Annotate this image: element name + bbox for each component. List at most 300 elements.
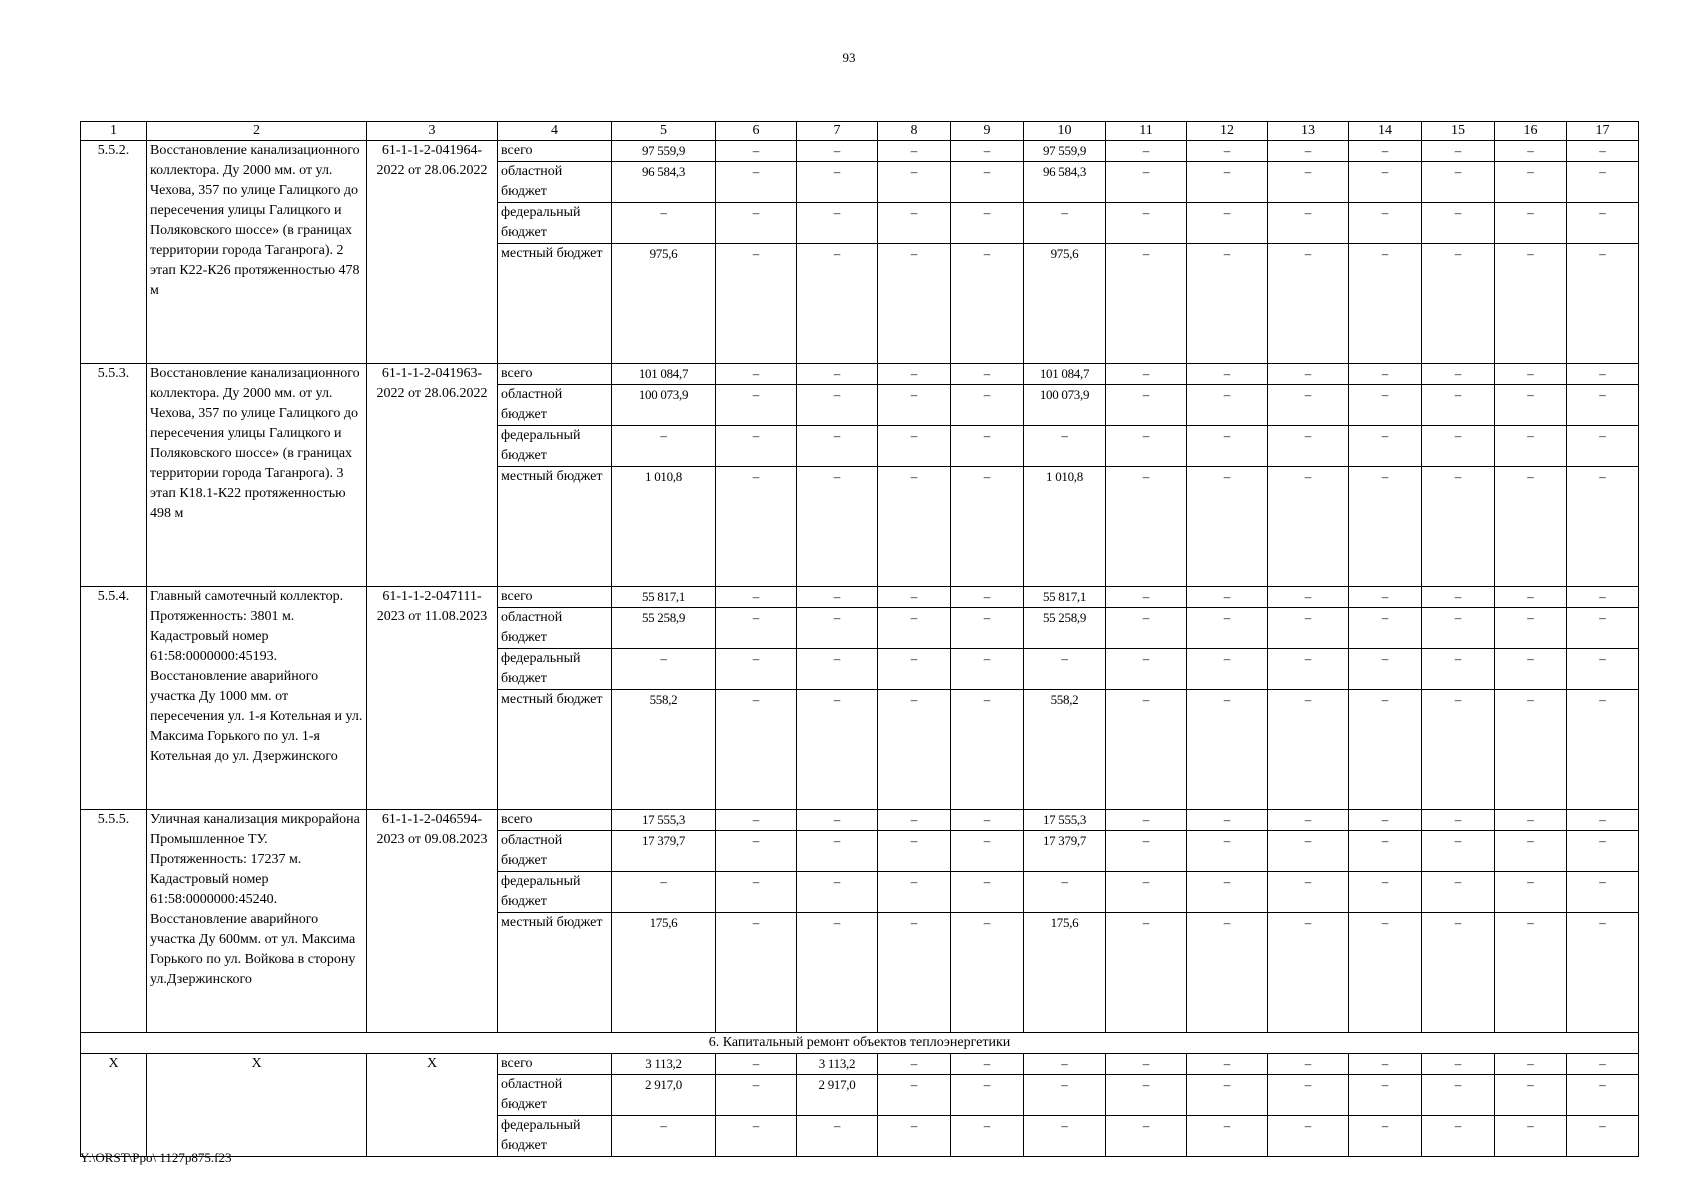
table-body [81,122,1639,1157]
value-col-6: – [716,913,797,1033]
funding-source-label: областной бюджет [498,1075,612,1116]
value-col-14: – [1349,831,1422,872]
value-col-7: – [797,244,878,364]
column-header-8: 8 [878,122,951,141]
value-col-15: – [1422,162,1495,203]
value-col-15: – [1422,426,1495,467]
value-col-11: – [1106,608,1187,649]
value-col-17: – [1567,141,1639,162]
value-col-8: – [878,467,951,587]
column-header-12: 12 [1187,122,1268,141]
value-col-9: – [951,467,1024,587]
column-header-2: 2 [147,122,367,141]
value-col-6: – [716,810,797,831]
value-col-14: – [1349,203,1422,244]
value-col-6: – [716,141,797,162]
value-col-12: – [1187,872,1268,913]
value-col-6: – [716,244,797,364]
value-col-7: – [797,385,878,426]
value-col-17: – [1567,872,1639,913]
column-header-10: 10 [1024,122,1106,141]
funding-source-label: местный бюджет [498,244,612,364]
value-col-6: – [716,1116,797,1157]
value-col-5: 17 379,7 [612,831,716,872]
value-col-16: – [1495,141,1567,162]
value-col-8: – [878,203,951,244]
item-document: 61-1-1-2-041964-2022 от 28.06.2022 [367,141,498,364]
value-col-12: – [1187,810,1268,831]
value-col-17: – [1567,244,1639,364]
value-col-14: – [1349,872,1422,913]
column-header-14: 14 [1349,122,1422,141]
value-col-12: – [1187,203,1268,244]
column-number-row [81,122,1639,141]
value-col-6: – [716,690,797,810]
value-col-8: – [878,1054,951,1075]
value-col-8: – [878,385,951,426]
value-col-16: – [1495,1075,1567,1116]
value-col-15: – [1422,385,1495,426]
value-col-13: – [1268,162,1349,203]
value-col-7: – [797,810,878,831]
table-row [81,810,1639,831]
column-header-6: 6 [716,122,797,141]
value-col-5: – [612,426,716,467]
table-row [81,141,1639,162]
item-description: Уличная канализация микрорайона Промышленное ТУ. Протяженность: 17237 м. Кадастровый номер 61:58:0000000:45240. Восстановление аварийного участка Ду 600мм. от ул. Максима Горького по ул. Войкова в сторону ул.Дзержинского [147,810,367,1033]
value-col-17: – [1567,467,1639,587]
value-col-10: – [1024,1054,1106,1075]
value-col-5: – [612,203,716,244]
value-col-5: 101 084,7 [612,364,716,385]
value-col-8: – [878,587,951,608]
value-col-17: – [1567,649,1639,690]
value-col-8: – [878,608,951,649]
value-col-6: – [716,608,797,649]
value-col-15: – [1422,1054,1495,1075]
value-col-11: – [1106,831,1187,872]
value-col-16: – [1495,608,1567,649]
value-col-12: – [1187,426,1268,467]
value-col-10: – [1024,203,1106,244]
value-col-14: – [1349,913,1422,1033]
value-col-8: – [878,244,951,364]
value-col-7: – [797,162,878,203]
value-col-10: 17 555,3 [1024,810,1106,831]
item-document: 61-1-1-2-041963-2022 от 28.06.2022 [367,364,498,587]
value-col-8: – [878,649,951,690]
value-col-13: – [1268,203,1349,244]
section-heading-row [81,1033,1639,1054]
funding-source-label: федеральный бюджет [498,649,612,690]
table-row [81,1054,1639,1075]
item-number: 5.5.2. [81,141,147,364]
value-col-13: – [1268,1054,1349,1075]
value-col-5: 558,2 [612,690,716,810]
value-col-17: – [1567,203,1639,244]
item-description: Главный самотечный коллектор. Протяженность: 3801 м. Кадастровый номер 61:58:0000000:45193. Восстановление аварийного участка Ду 1000 мм. от пересечения ул. 1-я Котельная и ул. Максима Горького по ул. 1-я Котельная до ул. Дзержинского [147,587,367,810]
funding-source-label: всего [498,1054,612,1075]
column-header-16: 16 [1495,122,1567,141]
value-col-13: – [1268,810,1349,831]
value-col-10: 175,6 [1024,913,1106,1033]
value-col-9: – [951,364,1024,385]
value-col-17: – [1567,162,1639,203]
section6-col1: X [81,1054,147,1157]
value-col-17: – [1567,831,1639,872]
column-header-1: 1 [81,122,147,141]
item-description: Восстановление канализационного коллектора. Ду 2000 мм. от ул. Чехова, 357 по улице Галицкого до пересечения улицы Галицкого и Поляковского шоссе» (в границах территории города Таганрога). 3 этап К18.1-К22 протяженностью 498 м [147,364,367,587]
value-col-14: – [1349,810,1422,831]
value-col-11: – [1106,1116,1187,1157]
value-col-14: – [1349,587,1422,608]
value-col-10: 96 584,3 [1024,162,1106,203]
value-col-9: – [951,690,1024,810]
value-col-11: – [1106,364,1187,385]
value-col-16: – [1495,203,1567,244]
value-col-7: – [797,364,878,385]
value-col-12: – [1187,1116,1268,1157]
value-col-14: – [1349,608,1422,649]
value-col-17: – [1567,364,1639,385]
value-col-7: 3 113,2 [797,1054,878,1075]
value-col-6: – [716,587,797,608]
item-number: 5.5.5. [81,810,147,1033]
value-col-11: – [1106,1054,1187,1075]
value-col-10: 558,2 [1024,690,1106,810]
value-col-6: – [716,831,797,872]
value-col-16: – [1495,690,1567,810]
value-col-17: – [1567,913,1639,1033]
value-col-9: – [951,1116,1024,1157]
value-col-9: – [951,587,1024,608]
value-col-7: – [797,467,878,587]
value-col-9: – [951,141,1024,162]
value-col-17: – [1567,690,1639,810]
value-col-7: – [797,203,878,244]
value-col-15: – [1422,608,1495,649]
value-col-6: – [716,872,797,913]
value-col-8: – [878,426,951,467]
value-col-6: – [716,467,797,587]
value-col-10: 55 817,1 [1024,587,1106,608]
value-col-14: – [1349,467,1422,587]
funding-source-label: местный бюджет [498,690,612,810]
value-col-9: – [951,162,1024,203]
value-col-7: – [797,872,878,913]
value-col-6: – [716,649,797,690]
value-col-15: – [1422,872,1495,913]
value-col-16: – [1495,649,1567,690]
value-col-15: – [1422,467,1495,587]
value-col-8: – [878,1075,951,1116]
value-col-5: 3 113,2 [612,1054,716,1075]
value-col-17: – [1567,426,1639,467]
budget-table [80,121,1639,1157]
value-col-16: – [1495,872,1567,913]
funding-source-label: федеральный бюджет [498,426,612,467]
value-col-10: – [1024,1075,1106,1116]
column-header-5: 5 [612,122,716,141]
value-col-12: – [1187,1075,1268,1116]
value-col-15: – [1422,649,1495,690]
funding-source-label: федеральный бюджет [498,203,612,244]
value-col-6: – [716,1075,797,1116]
value-col-16: – [1495,587,1567,608]
value-col-13: – [1268,385,1349,426]
value-col-12: – [1187,467,1268,587]
value-col-5: – [612,649,716,690]
value-col-15: – [1422,831,1495,872]
item-document: 61-1-1-2-047111-2023 от 11.08.2023 [367,587,498,810]
column-header-15: 15 [1422,122,1495,141]
value-col-6: – [716,1054,797,1075]
value-col-13: – [1268,426,1349,467]
value-col-5: 175,6 [612,913,716,1033]
funding-source-label: всего [498,810,612,831]
value-col-6: – [716,203,797,244]
item-document: 61-1-1-2-046594-2023 от 09.08.2023 [367,810,498,1033]
table-row [81,587,1639,608]
value-col-12: – [1187,913,1268,1033]
value-col-8: – [878,141,951,162]
value-col-13: – [1268,1075,1349,1116]
value-col-12: – [1187,608,1268,649]
funding-source-label: федеральный бюджет [498,1116,612,1157]
column-header-17: 17 [1567,122,1639,141]
funding-source-label: областной бюджет [498,385,612,426]
value-col-14: – [1349,1054,1422,1075]
value-col-7: – [797,649,878,690]
value-col-7: – [797,913,878,1033]
value-col-10: 100 073,9 [1024,385,1106,426]
value-col-8: – [878,162,951,203]
value-col-5: 96 584,3 [612,162,716,203]
value-col-16: – [1495,1116,1567,1157]
value-col-5: 17 555,3 [612,810,716,831]
value-col-12: – [1187,244,1268,364]
value-col-5: 100 073,9 [612,385,716,426]
value-col-16: – [1495,810,1567,831]
column-header-3: 3 [367,122,498,141]
value-col-9: – [951,1054,1024,1075]
value-col-6: – [716,364,797,385]
value-col-11: – [1106,587,1187,608]
value-col-15: – [1422,913,1495,1033]
value-col-16: – [1495,364,1567,385]
value-col-11: – [1106,872,1187,913]
value-col-13: – [1268,587,1349,608]
column-header-7: 7 [797,122,878,141]
value-col-7: 2 917,0 [797,1075,878,1116]
value-col-11: – [1106,162,1187,203]
item-number: 5.5.4. [81,587,147,810]
funding-source-label: всего [498,141,612,162]
value-col-7: – [797,831,878,872]
value-col-15: – [1422,364,1495,385]
value-col-16: – [1495,426,1567,467]
value-col-10: 1 010,8 [1024,467,1106,587]
value-col-9: – [951,831,1024,872]
footer-file-path: Y:\ORST\Ppo\ 1127p875.f23 [80,1150,232,1165]
value-col-11: – [1106,467,1187,587]
item-description: Восстановление канализационного коллектора. Ду 2000 мм. от ул. Чехова, 357 по улице Галицкого до пересечения улицы Галицкого и Поляковского шоссе» (в границах территории города Таганрога). 2 этап К22-К26 протяженностью 478 м [147,141,367,364]
value-col-13: – [1268,141,1349,162]
value-col-10: 17 379,7 [1024,831,1106,872]
funding-source-label: федеральный бюджет [498,872,612,913]
value-col-14: – [1349,426,1422,467]
value-col-7: – [797,690,878,810]
value-col-8: – [878,690,951,810]
value-col-9: – [951,1075,1024,1116]
value-col-16: – [1495,244,1567,364]
funding-source-label: всего [498,587,612,608]
table-row [81,364,1639,385]
value-col-11: – [1106,385,1187,426]
value-col-16: – [1495,1054,1567,1075]
value-col-10: – [1024,1116,1106,1157]
value-col-10: 101 084,7 [1024,364,1106,385]
value-col-17: – [1567,1116,1639,1157]
value-col-12: – [1187,831,1268,872]
value-col-14: – [1349,244,1422,364]
value-col-12: – [1187,1054,1268,1075]
value-col-11: – [1106,810,1187,831]
value-col-10: – [1024,872,1106,913]
value-col-7: – [797,587,878,608]
value-col-13: – [1268,831,1349,872]
value-col-9: – [951,810,1024,831]
funding-source-label: областной бюджет [498,608,612,649]
funding-source-label: областной бюджет [498,831,612,872]
value-col-17: – [1567,1075,1639,1116]
value-col-12: – [1187,364,1268,385]
value-col-14: – [1349,141,1422,162]
value-col-13: – [1268,364,1349,385]
value-col-12: – [1187,690,1268,810]
value-col-9: – [951,608,1024,649]
value-col-10: – [1024,649,1106,690]
value-col-10: 975,6 [1024,244,1106,364]
value-col-6: – [716,426,797,467]
value-col-17: – [1567,587,1639,608]
value-col-8: – [878,872,951,913]
value-col-14: – [1349,364,1422,385]
value-col-9: – [951,872,1024,913]
value-col-17: – [1567,608,1639,649]
funding-source-label: всего [498,364,612,385]
column-header-4: 4 [498,122,612,141]
value-col-11: – [1106,141,1187,162]
value-col-15: – [1422,203,1495,244]
column-header-9: 9 [951,122,1024,141]
funding-source-label: областной бюджет [498,162,612,203]
section-title: 6. Капитальный ремонт объектов теплоэнергетики [81,1033,1639,1054]
value-col-11: – [1106,426,1187,467]
section6-col2: X [147,1054,367,1157]
value-col-16: – [1495,385,1567,426]
column-header-11: 11 [1106,122,1187,141]
value-col-6: – [716,385,797,426]
section6-col3: X [367,1054,498,1157]
value-col-11: – [1106,649,1187,690]
value-col-11: – [1106,913,1187,1033]
funding-source-label: местный бюджет [498,913,612,1033]
value-col-9: – [951,913,1024,1033]
value-col-15: – [1422,810,1495,831]
value-col-5: 55 258,9 [612,608,716,649]
value-col-5: 2 917,0 [612,1075,716,1116]
value-col-15: – [1422,587,1495,608]
value-col-5: – [612,872,716,913]
value-col-13: – [1268,467,1349,587]
value-col-5: 55 817,1 [612,587,716,608]
value-col-15: – [1422,1116,1495,1157]
value-col-13: – [1268,608,1349,649]
funding-source-label: местный бюджет [498,467,612,587]
value-col-5: 975,6 [612,244,716,364]
value-col-13: – [1268,913,1349,1033]
value-col-14: – [1349,162,1422,203]
value-col-7: – [797,608,878,649]
value-col-9: – [951,649,1024,690]
value-col-8: – [878,1116,951,1157]
value-col-5: 97 559,9 [612,141,716,162]
value-col-8: – [878,831,951,872]
value-col-10: – [1024,426,1106,467]
value-col-5: 1 010,8 [612,467,716,587]
value-col-7: – [797,141,878,162]
value-col-7: – [797,426,878,467]
value-col-17: – [1567,810,1639,831]
value-col-8: – [878,364,951,385]
value-col-8: – [878,810,951,831]
value-col-16: – [1495,467,1567,587]
value-col-14: – [1349,649,1422,690]
value-col-16: – [1495,913,1567,1033]
value-col-8: – [878,913,951,1033]
value-col-11: – [1106,1075,1187,1116]
column-header-13: 13 [1268,122,1349,141]
value-col-13: – [1268,244,1349,364]
value-col-9: – [951,385,1024,426]
value-col-14: – [1349,690,1422,810]
value-col-13: – [1268,690,1349,810]
value-col-9: – [951,203,1024,244]
value-col-9: – [951,244,1024,364]
value-col-12: – [1187,385,1268,426]
value-col-12: – [1187,587,1268,608]
value-col-5: – [612,1116,716,1157]
value-col-11: – [1106,203,1187,244]
value-col-13: – [1268,872,1349,913]
value-col-12: – [1187,162,1268,203]
value-col-17: – [1567,385,1639,426]
value-col-17: – [1567,1054,1639,1075]
value-col-12: – [1187,141,1268,162]
value-col-12: – [1187,649,1268,690]
value-col-13: – [1268,1116,1349,1157]
value-col-14: – [1349,1116,1422,1157]
value-col-11: – [1106,690,1187,810]
value-col-10: 97 559,9 [1024,141,1106,162]
value-col-16: – [1495,162,1567,203]
value-col-14: – [1349,1075,1422,1116]
value-col-10: 55 258,9 [1024,608,1106,649]
value-col-15: – [1422,244,1495,364]
value-col-15: – [1422,1075,1495,1116]
value-col-11: – [1106,244,1187,364]
